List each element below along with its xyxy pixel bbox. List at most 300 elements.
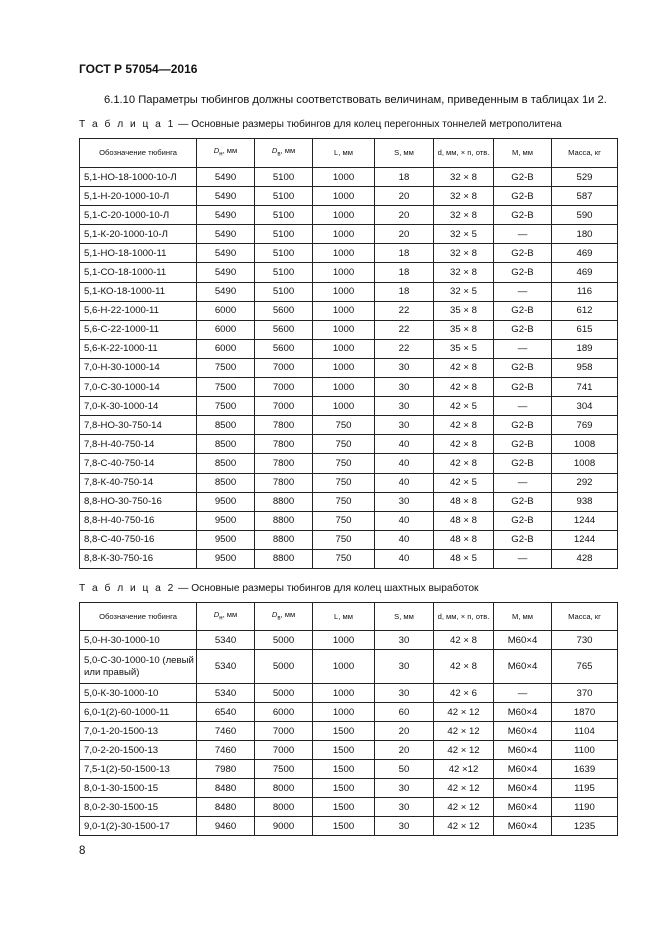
- cell-d: 32 × 8: [434, 206, 494, 225]
- table2-header-row: [80, 603, 618, 631]
- cell-l: 1000: [313, 703, 375, 722]
- cell-dn: 9460: [197, 817, 255, 836]
- cell-m: M60×4: [494, 703, 552, 722]
- table-row: [80, 263, 618, 282]
- cell-s: 20: [375, 741, 434, 760]
- cell-d: 42 × 8: [434, 631, 494, 650]
- cell-dv: 5000: [255, 650, 313, 684]
- cell-s: 30: [375, 650, 434, 684]
- cell-mass: 1870: [552, 703, 618, 722]
- cell-m: —: [494, 339, 552, 358]
- cell-mass: 469: [552, 263, 618, 282]
- cell-m: G2-B: [494, 358, 552, 377]
- cell-d: 42 × 12: [434, 817, 494, 836]
- cell-dv: 6000: [255, 703, 313, 722]
- table2: [79, 602, 618, 836]
- cell-m: G2-B: [494, 530, 552, 549]
- cell-l: 750: [313, 416, 375, 435]
- table-row: [80, 511, 618, 530]
- cell-designation: 5,1-КО-18-1000-11: [80, 282, 197, 301]
- cell-dv: 7000: [255, 397, 313, 416]
- cell-l: 1500: [313, 798, 375, 817]
- cell-mass: 615: [552, 320, 618, 339]
- cell-l: 1000: [313, 397, 375, 416]
- cell-m: G2-B: [494, 435, 552, 454]
- table-row: [80, 817, 618, 836]
- cell-s: 20: [375, 206, 434, 225]
- table-row: [80, 473, 618, 492]
- cell-d: 42 × 12: [434, 779, 494, 798]
- cell-d: 42 × 5: [434, 397, 494, 416]
- cell-s: 30: [375, 798, 434, 817]
- table-row: [80, 631, 618, 650]
- intro-paragraph: 6.1.10 Параметры тюбингов должны соответствовать величинам, приведенным в таблицах 1и 2.: [104, 94, 607, 106]
- cell-d: 42 × 8: [434, 378, 494, 397]
- table-row: [80, 206, 618, 225]
- table-row: [80, 168, 618, 187]
- cell-d: 42 × 8: [434, 650, 494, 684]
- table-row: [80, 339, 618, 358]
- cell-mass: 741: [552, 378, 618, 397]
- cell-m: G2-B: [494, 511, 552, 530]
- cell-mass: 529: [552, 168, 618, 187]
- cell-dn: 5490: [197, 206, 255, 225]
- cell-mass: 292: [552, 473, 618, 492]
- cell-dv: 8000: [255, 779, 313, 798]
- cell-m: G2-B: [494, 301, 552, 320]
- cell-dv: 5100: [255, 225, 313, 244]
- table-row: [80, 435, 618, 454]
- cell-mass: 1104: [552, 722, 618, 741]
- col-header-dn: $D_н$, мм: [197, 139, 255, 168]
- cell-dv: 7800: [255, 435, 313, 454]
- cell-d: 32 × 5: [434, 282, 494, 301]
- cell-d: 48 × 5: [434, 549, 494, 568]
- cell-dn: 5340: [197, 650, 255, 684]
- cell-m: —: [494, 684, 552, 703]
- cell-s: 30: [375, 416, 434, 435]
- cell-l: 1500: [313, 817, 375, 836]
- cell-dv: 7800: [255, 416, 313, 435]
- cell-m: M60×4: [494, 779, 552, 798]
- table-row: [80, 320, 618, 339]
- cell-s: 30: [375, 684, 434, 703]
- col-header-mass: Масса, кг: [552, 603, 618, 631]
- cell-d: 48 × 8: [434, 511, 494, 530]
- cell-designation: 7,0-К-30-1000-14: [80, 397, 197, 416]
- cell-l: 1000: [313, 263, 375, 282]
- table-row: [80, 684, 618, 703]
- cell-dn: 5340: [197, 631, 255, 650]
- cell-m: M60×4: [494, 817, 552, 836]
- cell-s: 30: [375, 358, 434, 377]
- cell-designation: 5,1-К-20-1000-10-Л: [80, 225, 197, 244]
- table1-label: Т а б л и ц а 1: [79, 119, 176, 130]
- cell-d: 32 × 8: [434, 187, 494, 206]
- table-row: [80, 187, 618, 206]
- cell-dv: 5100: [255, 187, 313, 206]
- cell-designation: 8,0-2-30-1500-15: [80, 798, 197, 817]
- cell-l: 1000: [313, 206, 375, 225]
- cell-dn: 8500: [197, 454, 255, 473]
- cell-d: 32 × 8: [434, 263, 494, 282]
- col-header-mass: Масса, кг: [552, 139, 618, 168]
- cell-dn: 9500: [197, 549, 255, 568]
- cell-l: 750: [313, 473, 375, 492]
- table2-caption: [79, 583, 479, 594]
- cell-m: M60×4: [494, 798, 552, 817]
- cell-dn: 8500: [197, 473, 255, 492]
- cell-m: G2-B: [494, 492, 552, 511]
- cell-l: 1000: [313, 320, 375, 339]
- cell-s: 30: [375, 492, 434, 511]
- cell-mass: 1244: [552, 530, 618, 549]
- table-row: [80, 378, 618, 397]
- cell-s: 30: [375, 378, 434, 397]
- cell-designation: 8,8-К-30-750-16: [80, 549, 197, 568]
- cell-s: 18: [375, 282, 434, 301]
- cell-d: 42 × 8: [434, 435, 494, 454]
- cell-m: M60×4: [494, 650, 552, 684]
- cell-l: 750: [313, 492, 375, 511]
- cell-s: 22: [375, 339, 434, 358]
- cell-dv: 7800: [255, 473, 313, 492]
- cell-m: G2-B: [494, 206, 552, 225]
- cell-dn: 5490: [197, 263, 255, 282]
- table-row: [80, 225, 618, 244]
- cell-d: 42 × 12: [434, 798, 494, 817]
- cell-d: 32 × 5: [434, 225, 494, 244]
- cell-dv: 8800: [255, 492, 313, 511]
- cell-d: 48 × 8: [434, 492, 494, 511]
- cell-dv: 8800: [255, 549, 313, 568]
- cell-l: 1000: [313, 301, 375, 320]
- cell-l: 1000: [313, 339, 375, 358]
- cell-designation: 7,8-С-40-750-14: [80, 454, 197, 473]
- col-header-dv: $D_в$, мм: [255, 603, 313, 631]
- cell-mass: 1244: [552, 511, 618, 530]
- col-header-designation: Обозначение тюбинга: [80, 139, 197, 168]
- table-row: [80, 454, 618, 473]
- cell-s: 30: [375, 817, 434, 836]
- cell-m: —: [494, 282, 552, 301]
- cell-dv: 5100: [255, 244, 313, 263]
- cell-dn: 8500: [197, 435, 255, 454]
- cell-designation: 5,6-Н-22-1000-11: [80, 301, 197, 320]
- table2-label: Т а б л и ц а 2: [79, 583, 176, 594]
- cell-mass: 587: [552, 187, 618, 206]
- cell-designation: 8,8-НО-30-750-16: [80, 492, 197, 511]
- cell-d: 35 × 5: [434, 339, 494, 358]
- cell-designation: 5,0-К-30-1000-10: [80, 684, 197, 703]
- cell-designation: 7,0-1-20-1500-13: [80, 722, 197, 741]
- cell-designation: 5,6-С-22-1000-11: [80, 320, 197, 339]
- cell-mass: 1008: [552, 454, 618, 473]
- cell-designation: 5,0-С-30-1000-10 (левый или правый): [80, 650, 197, 684]
- cell-m: —: [494, 225, 552, 244]
- cell-dv: 5100: [255, 168, 313, 187]
- page-number: 8: [79, 845, 86, 857]
- table-row: [80, 530, 618, 549]
- cell-d: 35 × 8: [434, 301, 494, 320]
- cell-l: 1000: [313, 168, 375, 187]
- cell-d: 42 × 6: [434, 684, 494, 703]
- cell-m: M60×4: [494, 760, 552, 779]
- cell-dn: 8500: [197, 416, 255, 435]
- table-row: [80, 244, 618, 263]
- cell-d: 35 × 8: [434, 320, 494, 339]
- table1-title: — Основные размеры тюбингов для колец перегонных тоннелей метрополитена: [175, 119, 562, 130]
- cell-dn: 6000: [197, 339, 255, 358]
- cell-mass: 769: [552, 416, 618, 435]
- cell-dn: 7500: [197, 358, 255, 377]
- cell-dn: 7500: [197, 397, 255, 416]
- col-header-designation: Обозначение тюбинга: [80, 603, 197, 631]
- cell-s: 18: [375, 168, 434, 187]
- col-header-dv: $D_в$, мм: [255, 139, 313, 168]
- cell-dv: 7000: [255, 358, 313, 377]
- col-header-l: L, мм: [313, 139, 375, 168]
- cell-l: 750: [313, 454, 375, 473]
- cell-l: 1000: [313, 358, 375, 377]
- cell-d: 42 × 8: [434, 358, 494, 377]
- cell-dv: 7000: [255, 722, 313, 741]
- cell-m: G2-B: [494, 378, 552, 397]
- cell-dn: 6000: [197, 301, 255, 320]
- cell-dn: 7500: [197, 378, 255, 397]
- cell-m: M60×4: [494, 631, 552, 650]
- cell-d: 32 × 8: [434, 244, 494, 263]
- cell-dn: 6000: [197, 320, 255, 339]
- cell-dv: 7000: [255, 741, 313, 760]
- cell-l: 1500: [313, 779, 375, 798]
- cell-dv: 7800: [255, 454, 313, 473]
- table-row: [80, 779, 618, 798]
- cell-dn: 9500: [197, 492, 255, 511]
- cell-mass: 1639: [552, 760, 618, 779]
- cell-dn: 6540: [197, 703, 255, 722]
- cell-designation: 5,1-СО-18-1000-11: [80, 263, 197, 282]
- col-header-m: M, мм: [494, 603, 552, 631]
- cell-l: 1500: [313, 760, 375, 779]
- cell-d: 42 × 12: [434, 703, 494, 722]
- table-row: [80, 492, 618, 511]
- cell-mass: 958: [552, 358, 618, 377]
- cell-mass: 1235: [552, 817, 618, 836]
- cell-dn: 7460: [197, 722, 255, 741]
- cell-s: 40: [375, 435, 434, 454]
- cell-m: —: [494, 549, 552, 568]
- cell-mass: 938: [552, 492, 618, 511]
- col-header-s: S, мм: [375, 603, 434, 631]
- cell-l: 1000: [313, 684, 375, 703]
- cell-m: G2-B: [494, 187, 552, 206]
- cell-designation: 8,0-1-30-1500-15: [80, 779, 197, 798]
- table-row: [80, 282, 618, 301]
- cell-s: 30: [375, 631, 434, 650]
- cell-s: 20: [375, 225, 434, 244]
- document-header: ГОСТ Р 57054—2016: [79, 62, 198, 76]
- cell-s: 22: [375, 320, 434, 339]
- cell-l: 1500: [313, 722, 375, 741]
- cell-designation: 7,8-К-40-750-14: [80, 473, 197, 492]
- table-row: [80, 798, 618, 817]
- cell-designation: 7,0-2-20-1500-13: [80, 741, 197, 760]
- cell-s: 40: [375, 549, 434, 568]
- table-row: [80, 549, 618, 568]
- cell-dv: 5000: [255, 684, 313, 703]
- cell-dv: 9000: [255, 817, 313, 836]
- cell-m: G2-B: [494, 263, 552, 282]
- cell-mass: 1100: [552, 741, 618, 760]
- cell-mass: 304: [552, 397, 618, 416]
- table2-title: — Основные размеры тюбингов для колец шахтных выработок: [175, 583, 479, 594]
- cell-mass: 428: [552, 549, 618, 568]
- cell-l: 1000: [313, 225, 375, 244]
- table-row: [80, 760, 618, 779]
- cell-dv: 7500: [255, 760, 313, 779]
- table-row: [80, 301, 618, 320]
- cell-s: 40: [375, 473, 434, 492]
- cell-dv: 5100: [255, 263, 313, 282]
- table1-header-row: [80, 139, 618, 168]
- col-header-dn: $D_н$, мм: [197, 603, 255, 631]
- cell-s: 50: [375, 760, 434, 779]
- cell-d: 48 × 8: [434, 530, 494, 549]
- cell-s: 40: [375, 454, 434, 473]
- cell-m: G2-B: [494, 454, 552, 473]
- col-header-s: S, мм: [375, 139, 434, 168]
- cell-d: 42 × 12: [434, 722, 494, 741]
- cell-designation: 8,8-Н-40-750-16: [80, 511, 197, 530]
- cell-designation: 5,0-Н-30-1000-10: [80, 631, 197, 650]
- cell-mass: 370: [552, 684, 618, 703]
- cell-dv: 5000: [255, 631, 313, 650]
- cell-designation: 7,8-НО-30-750-14: [80, 416, 197, 435]
- cell-mass: 730: [552, 631, 618, 650]
- cell-dv: 8800: [255, 511, 313, 530]
- cell-dv: 5600: [255, 320, 313, 339]
- cell-l: 1000: [313, 244, 375, 263]
- table-row: [80, 397, 618, 416]
- cell-m: G2-B: [494, 320, 552, 339]
- cell-designation: 5,1-С-20-1000-10-Л: [80, 206, 197, 225]
- table1-caption: [79, 119, 562, 130]
- cell-designation: 6,0-1(2)-60-1000-11: [80, 703, 197, 722]
- cell-m: G2-B: [494, 244, 552, 263]
- table-row: [80, 703, 618, 722]
- cell-designation: 7,0-С-30-1000-14: [80, 378, 197, 397]
- cell-dv: 8800: [255, 530, 313, 549]
- col-header-d: d, мм, × n, отв.: [434, 139, 494, 168]
- cell-mass: 1190: [552, 798, 618, 817]
- cell-s: 40: [375, 530, 434, 549]
- cell-s: 30: [375, 397, 434, 416]
- cell-designation: 7,8-Н-40-750-14: [80, 435, 197, 454]
- cell-l: 750: [313, 549, 375, 568]
- cell-l: 750: [313, 530, 375, 549]
- cell-mass: 469: [552, 244, 618, 263]
- cell-m: M60×4: [494, 722, 552, 741]
- cell-dn: 7460: [197, 741, 255, 760]
- cell-d: 42 ×12: [434, 760, 494, 779]
- cell-l: 1000: [313, 282, 375, 301]
- table-row: [80, 722, 618, 741]
- cell-d: 32 × 8: [434, 168, 494, 187]
- cell-l: 1000: [313, 631, 375, 650]
- cell-l: 1000: [313, 378, 375, 397]
- cell-dn: 5340: [197, 684, 255, 703]
- cell-s: 60: [375, 703, 434, 722]
- cell-s: 22: [375, 301, 434, 320]
- cell-dv: 5100: [255, 282, 313, 301]
- cell-dn: 8480: [197, 798, 255, 817]
- table-row: [80, 650, 618, 684]
- cell-designation: 5,1-НО-18-1000-10-Л: [80, 168, 197, 187]
- col-header-l: L, мм: [313, 603, 375, 631]
- cell-dn: 5490: [197, 187, 255, 206]
- table-row: [80, 358, 618, 377]
- cell-mass: 180: [552, 225, 618, 244]
- cell-dn: 9500: [197, 530, 255, 549]
- cell-s: 30: [375, 779, 434, 798]
- cell-l: 750: [313, 511, 375, 530]
- cell-m: G2-B: [494, 416, 552, 435]
- cell-dn: 9500: [197, 511, 255, 530]
- col-header-m: M, мм: [494, 139, 552, 168]
- cell-dv: 7000: [255, 378, 313, 397]
- cell-dv: 5600: [255, 301, 313, 320]
- cell-m: M60×4: [494, 741, 552, 760]
- cell-designation: 7,0-Н-30-1000-14: [80, 358, 197, 377]
- cell-l: 1500: [313, 741, 375, 760]
- cell-d: 42 × 8: [434, 416, 494, 435]
- cell-mass: 189: [552, 339, 618, 358]
- cell-designation: 9,0-1(2)-30-1500-17: [80, 817, 197, 836]
- cell-dn: 5490: [197, 282, 255, 301]
- cell-l: 1000: [313, 650, 375, 684]
- cell-s: 20: [375, 187, 434, 206]
- cell-designation: 5,1-Н-20-1000-10-Л: [80, 187, 197, 206]
- cell-l: 1000: [313, 187, 375, 206]
- cell-designation: 5,1-НО-18-1000-11: [80, 244, 197, 263]
- cell-dn: 5490: [197, 225, 255, 244]
- cell-mass: 1008: [552, 435, 618, 454]
- cell-d: 42 × 12: [434, 741, 494, 760]
- table1: [79, 138, 618, 569]
- col-header-d: d, мм, × n, отв.: [434, 603, 494, 631]
- cell-designation: 8,8-С-40-750-16: [80, 530, 197, 549]
- cell-dn: 7980: [197, 760, 255, 779]
- cell-dn: 8480: [197, 779, 255, 798]
- cell-dn: 5490: [197, 244, 255, 263]
- cell-mass: 1195: [552, 779, 618, 798]
- cell-mass: 765: [552, 650, 618, 684]
- table-row: [80, 741, 618, 760]
- cell-dv: 5600: [255, 339, 313, 358]
- cell-l: 750: [313, 435, 375, 454]
- cell-m: G2-B: [494, 168, 552, 187]
- cell-mass: 116: [552, 282, 618, 301]
- cell-mass: 612: [552, 301, 618, 320]
- cell-s: 18: [375, 244, 434, 263]
- cell-d: 42 × 8: [434, 454, 494, 473]
- cell-s: 20: [375, 722, 434, 741]
- cell-dv: 5100: [255, 206, 313, 225]
- cell-designation: 5,6-К-22-1000-11: [80, 339, 197, 358]
- cell-mass: 590: [552, 206, 618, 225]
- cell-d: 42 × 5: [434, 473, 494, 492]
